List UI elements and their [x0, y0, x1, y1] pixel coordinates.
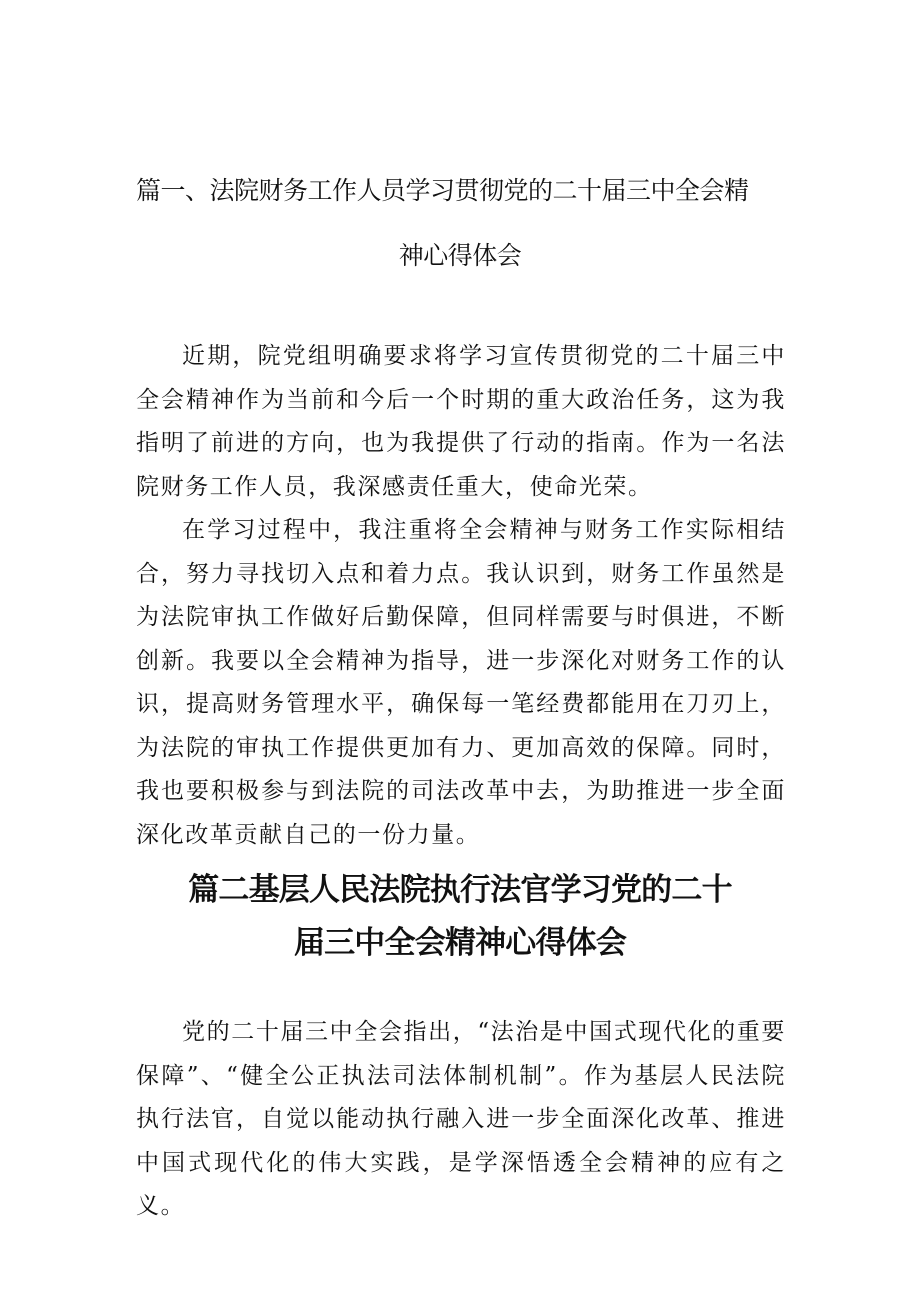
- article1-paragraph-2: 在学习过程中，我注重将全会精神与财务工作实际相结合，努力寻找切入点和着力点。我认识到，财务工作虽然是为法院审执工作做好后勤保障，但同样需要与时俱进，不断创新。我要以全会精神为指导，进一步深化对财务工作的认识，提高财务管理水平，确保每一笔经费都能用在刀刃上，为法院的审执工作提供更加有力、更加高效的保障。同时，我也要积极参与到法院的司法改革中去，为助推进一步全面深化改革贡献自己的一份力量。: [136, 517, 786, 848]
- article2-paragraph-1: 党的二十届三中全会指出，“法治是中国式现代化的重要保障”、“健全公正执法司法体制机制”。作为基层人民法院执行法官，自觉以能动执行融入进一步全面深化改革、推进中国式现代化的伟大实践，是学深悟透全会精神的应有之义。: [136, 1019, 786, 1219]
- article1-paragraph-1: 近期，院党组明确要求将学习宣传贯彻党的二十届三中全会精神作为当前和今后一个时期的重大政治任务，这为我指明了前进的方向，也为我提供了行动的指南。作为一名法院财务工作人员，我深感责任重大，使命光荣。: [136, 343, 786, 500]
- article2-title-line2: 届三中全会精神心得体会: [293, 925, 627, 961]
- article1-body: [136, 335, 786, 857]
- article2-body: [136, 1011, 786, 1229]
- article1-title-line1: 篇一、法院财务工作人员学习贯彻党的二十届三中全会精: [136, 176, 749, 205]
- article2-title-line1: 篇二基层人民法院执行法官学习党的二十: [188, 872, 732, 908]
- article1-title-line2: 神心得体会: [398, 241, 522, 270]
